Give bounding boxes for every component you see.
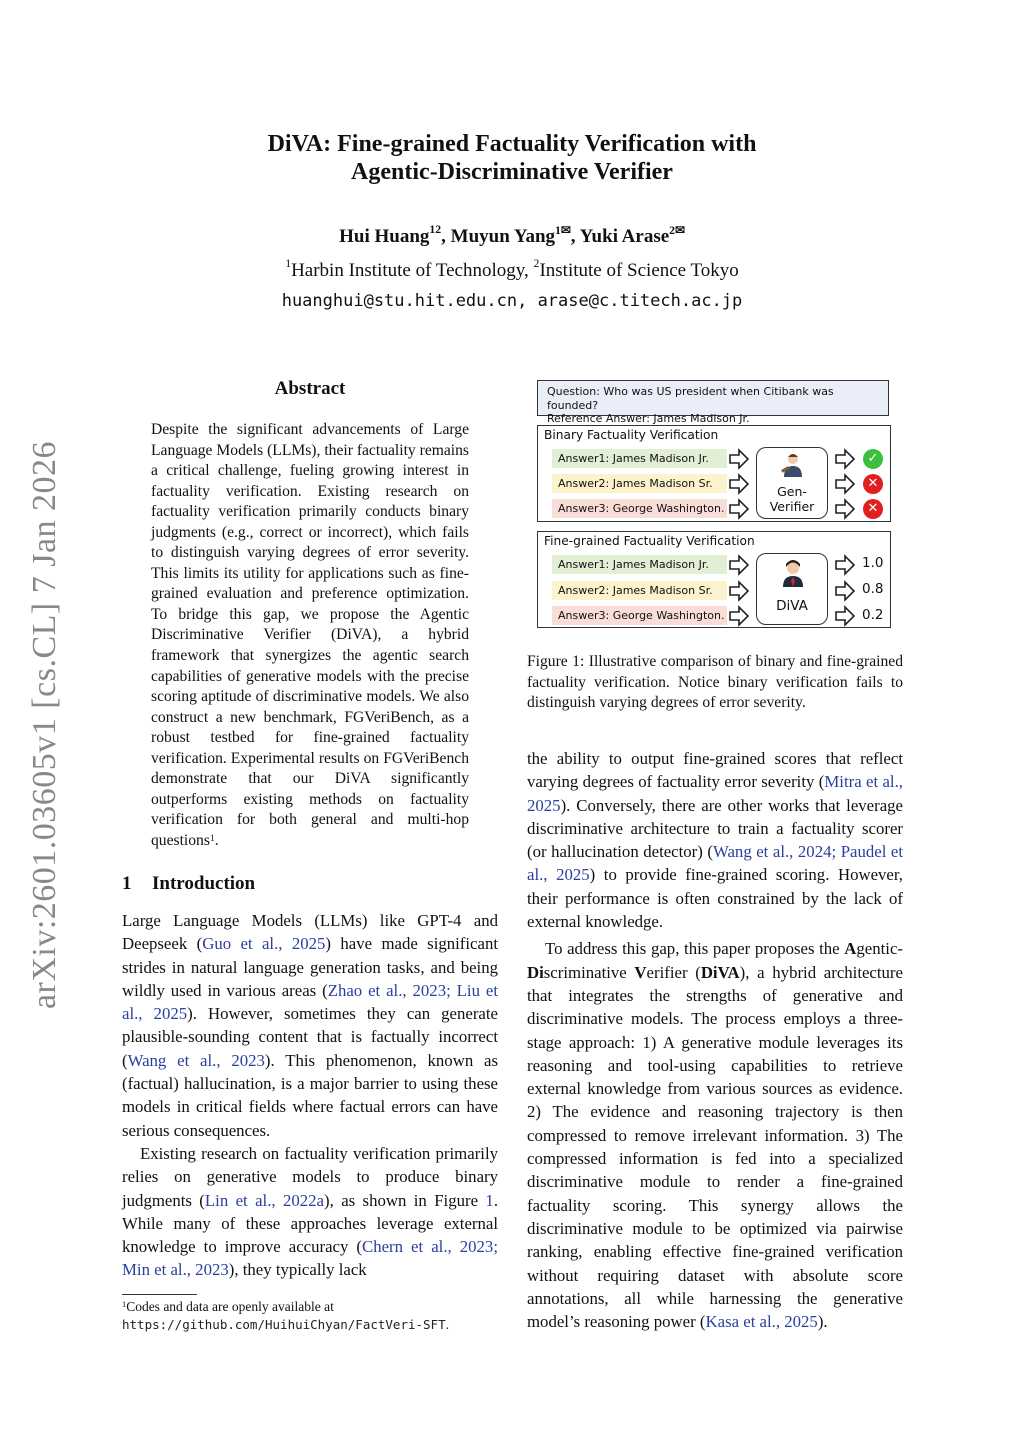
- fine-answer-3: Answer3: George Washington.: [552, 606, 727, 625]
- arrow-icon: [834, 473, 856, 495]
- intro-paragraph-1: Large Language Models (LLMs) like GPT-4 and Deepseek (Guo et al., 2025) have made significant strides in natural language generation tasks, and being wildly used in various areas (Zhao et al., 2023; Liu et al., 2025). However, sometimes they can generate plausible-sounding content that is factually incorrect (Wang et al., 2023). This phenomenon, known as (factual) hallucination, is a major barrier to using these models in critical fields where factual errors can have serious consequences.: [122, 911, 499, 1140]
- arrow-icon: [728, 498, 750, 520]
- abstract-text: Despite the significant advancements of Large Language Models (LLMs), their factuality remains a critical challenge, fueling growing interest in factuality verification. Existing research on factuality verification primarily conducts binary judgments (e.g., correct or incorrect), which fails to distinguish varying degrees of error severity. This limits its utility for applications such as fine-grained evaluation and preference optimization. To bridge this gap, we propose the Agentic Discriminative Verifier (DiVA), a hybrid framework that synergizes the agentic search capabilities of generative models with the precise scoring aptitude of discriminative models. We also construct a new benchmark, FGVeriBench, as a robust testbed for fine-grained factuality verification. Experimental results on FGVeriBench demonstrate that our DiVA significantly outperforms existing methods on factuality verification for both general and multi-hop questions$^1$.: [151, 421, 469, 849]
- arrow-icon: [728, 554, 750, 576]
- arrow-icon: [834, 580, 856, 602]
- check-icon: ✓: [863, 449, 883, 469]
- title-line-2: Agentic-Discriminative Verifier: [351, 159, 673, 185]
- arrow-icon: [728, 605, 750, 627]
- citation-link[interactable]: Liu et al., 2025: [122, 980, 498, 1024]
- right-paragraph-2: To address this gap, this paper proposes the Agentic-Discriminative Verifier (DiVA), a hybrid architecture that integrates the strengths of generative and discriminative models. The process employs a three-stage approach: 1) A generative module leverages its reasoning and tool-using capabilities to retrieve external knowledge from various sources as evidence. 2) The evidence and reasoning trajectory is then compressed to remove irrelevant information. 3) The compressed information is fed into a specialized discriminative module to render a fine-grained factuality scoring. This synergy allows the discriminative module to be optimized via pairwise ranking, enabling effective fine-grained verification without requiring dataset with absolute score annotations, all while harnessing the generative model’s reasoning power (Kasa et al., 2025).: [527, 939, 903, 1332]
- arrow-icon: [728, 473, 750, 495]
- title-line-1: DiVA: Fine-grained Factuality Verification with: [267, 131, 757, 157]
- citation-link[interactable]: Zhao et al., 2023: [327, 980, 447, 1000]
- citation-link[interactable]: Min et al., 2023: [122, 1260, 229, 1280]
- author-1: Hui Huang: [339, 226, 430, 247]
- binary-answer-3: Answer3: George Washington.: [552, 499, 727, 518]
- arrow-icon: [834, 554, 856, 576]
- arrow-icon: [834, 498, 856, 520]
- person-icon: [780, 559, 806, 587]
- affiliations: $^1$Harbin Institute of Technology, $^2$Institute of Science Tokyo: [285, 257, 739, 281]
- cross-icon: ✕: [863, 499, 883, 519]
- score-3: 0.2: [862, 607, 884, 623]
- abstract-heading: Abstract: [274, 378, 346, 399]
- citation-link[interactable]: Paudel et al., 2025: [527, 842, 904, 885]
- binary-panel: Binary Factuality Verification Answer1: James Madison Jr. Answer2: James Madison Sr. Answer3: George Washington. Gen- Verifier ✓ ✕ ✕: [537, 425, 891, 522]
- author-2: Muyun Yang: [450, 226, 556, 247]
- judge-icon: [780, 451, 806, 477]
- fine-answer-2: Answer2: James Madison Sr.: [552, 581, 727, 600]
- author-emails[interactable]: huanghui@stu.hit.edu.cn, arase@c.titech.ac.jp: [281, 291, 743, 311]
- citation-link[interactable]: Mitra et al., 2025: [527, 772, 903, 815]
- right-paragraph-1: the ability to output fine-grained scores that reflect varying degrees of factuality error severity (Mitra et al., 2025). Conversely, there are other works that leverage discriminative architecture to train a factuality scorer (or hallucination detector) (Wang et al., 2024; Paudel et al., 2025) to provide fine-grained scoring. However, their performance is often constrained by the lack of external knowledge.: [527, 749, 904, 932]
- figure-ref-link[interactable]: 1: [485, 1190, 494, 1210]
- fine-answer-1: Answer1: James Madison Jr.: [552, 555, 727, 574]
- score-2: 0.8: [862, 581, 884, 597]
- arrow-icon: [728, 448, 750, 470]
- fine-grained-panel: Fine-grained Factuality Verification Answer1: James Madison Jr. Answer2: James Madison Sr. Answer3: George Washington. DiVA 1.0 0.8 0.2: [537, 531, 891, 628]
- author-3: Yuki Arase: [579, 226, 670, 247]
- arrow-icon: [834, 448, 856, 470]
- diva-box: DiVA: [756, 553, 828, 625]
- section-heading-introduction: 1 Introduction: [122, 873, 256, 894]
- citation-link[interactable]: Wang et al., 2023: [127, 1050, 265, 1070]
- repo-link[interactable]: https://github.com/HuihuiChyan/FactVeri-SFT: [122, 1317, 446, 1332]
- left-column-body: [122, 909, 498, 1282]
- right-column-body: [527, 747, 903, 1333]
- figure-1: [527, 377, 897, 637]
- citation-link[interactable]: Wang et al., 2024: [712, 842, 832, 862]
- footnote: $^1$Codes and data are openly available at https://github.com/HuihuiChyan/FactVeri-SFT.: [122, 1299, 449, 1332]
- footnote-mark[interactable]: 1: [209, 832, 215, 844]
- author-list: Hui Huang$^{12}$, Muyun Yang$^{1✉}$, Yuki Arase$^{2✉}$: [339, 223, 685, 247]
- arrow-icon: [834, 605, 856, 627]
- score-1: 1.0: [862, 555, 884, 571]
- cross-icon: ✕: [863, 474, 883, 494]
- footnote-rule: [122, 1294, 197, 1295]
- arxiv-sidebar: arXiv:2601.03605v1 [cs.CL] 7 Jan 2026: [26, 440, 63, 1010]
- intro-paragraph-2: Existing research on factuality verification primarily relies on generative models to produce binary judgments (Lin et al., 2022a), as shown in Figure 1. While many of these approaches leverage external knowledge to improve accuracy (Chern et al., 2023; Min et al., 2023), they typically lack: [122, 1143, 499, 1280]
- binary-answer-2: Answer2: James Madison Sr.: [552, 474, 727, 493]
- citation-link[interactable]: Chern et al., 2023: [362, 1237, 494, 1257]
- citation-link[interactable]: Guo et al., 2025: [202, 934, 326, 954]
- arrow-icon: [728, 580, 750, 602]
- paper-title: [0, 130, 1024, 186]
- question-box: Question: Who was US president when Citibank was founded? Reference Answer: James Madison Jr.: [537, 380, 889, 416]
- citation-link[interactable]: Lin et al., 2022a: [204, 1190, 325, 1210]
- binary-answer-1: Answer1: James Madison Jr.: [552, 449, 727, 468]
- gen-verifier-box: Gen- Verifier: [756, 447, 828, 519]
- citation-link[interactable]: Kasa et al., 2025: [705, 1312, 818, 1332]
- figure-1-caption: Figure 1: Illustrative comparison of binary and fine-grained factuality verification. Notice binary verification fails to distinguish varying degrees of error severity.: [527, 653, 903, 711]
